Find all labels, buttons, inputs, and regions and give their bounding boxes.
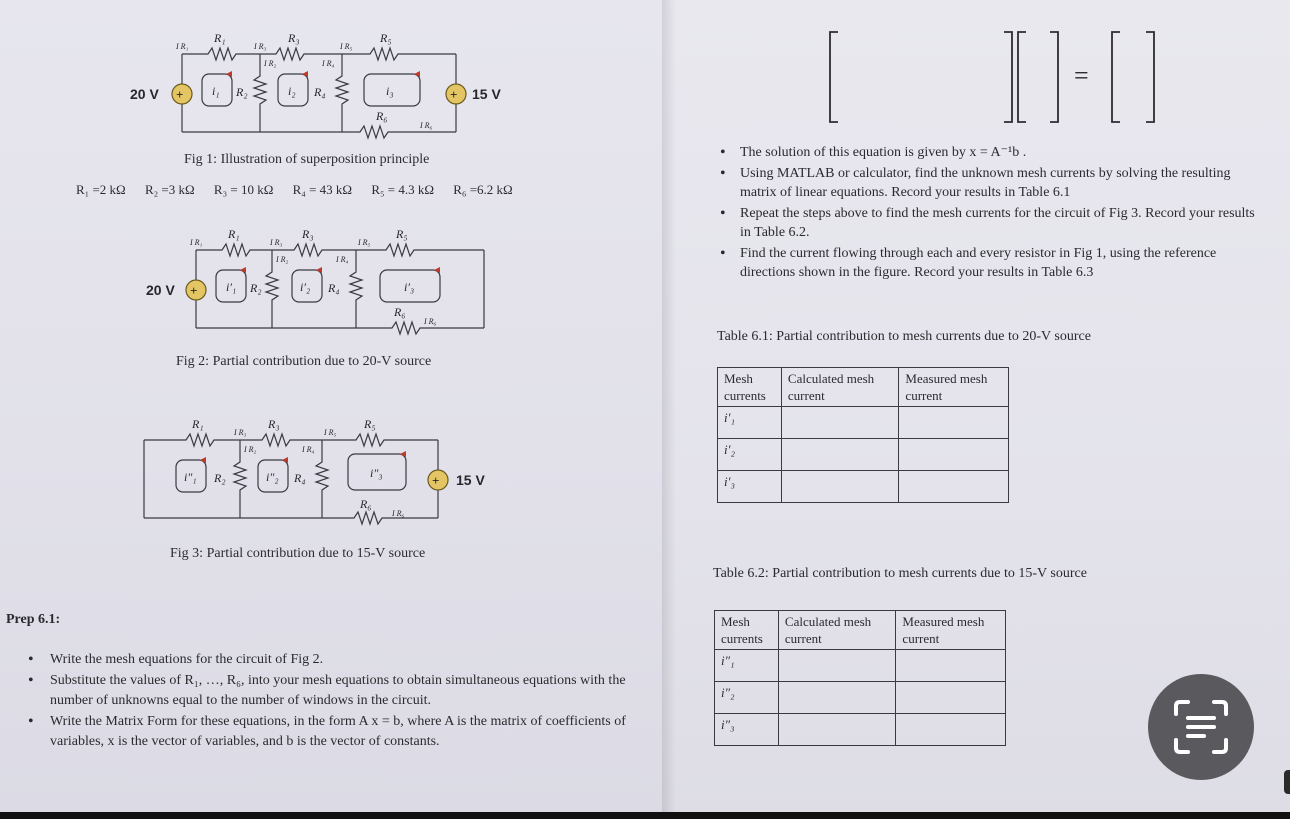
fig3-source-label: 15 V	[456, 472, 485, 488]
fig2-r6-label: R₆	[394, 305, 406, 319]
fig1-ir6-label: I R₆	[420, 121, 433, 130]
fig3-r5-label: R₅	[364, 417, 376, 431]
fig1-r3-label: R₃	[288, 31, 300, 45]
fig3-r1-label: R₁	[192, 417, 204, 431]
table2-row-2-measured	[896, 682, 1006, 714]
fig1-mesh-2-label: i₂	[288, 84, 296, 98]
fig1-mesh-1-label: i₁	[212, 84, 220, 98]
matrix-equals-sign: =	[1074, 61, 1089, 90]
svg-text:+: +	[190, 283, 198, 298]
fig2-ir3-label: I R₃	[270, 238, 283, 247]
fig2-r1-label: R₁	[228, 227, 240, 241]
prep-item-1: • Write the mesh equations for the circuit of Fig 2.	[26, 650, 632, 670]
fig3-r2-label: R₂	[214, 471, 226, 485]
fig3-r6-label: R₆	[360, 497, 372, 511]
fig2-ir6-label: I R₆	[424, 317, 437, 326]
fig2-mesh-2-label: i′₂	[300, 280, 311, 294]
table2-row-3-label: i″₃	[715, 714, 779, 746]
step-item-3: • Repeat the steps above to find the mesh currents for the circuit of Fig 3. Record your results in Table 6.2.	[716, 204, 1266, 242]
fig2-ir2-label: I R₂	[276, 255, 289, 264]
table2-row-1-measured	[896, 650, 1006, 682]
fig1-ir4-label: I R₄	[322, 59, 335, 68]
fig3-caption: Fig 3: Partial contribution due to 15-V source	[170, 546, 426, 561]
fig2-source-label: 20 V	[146, 282, 175, 298]
matrix-equation-template	[820, 26, 1160, 130]
fig3-ir6-label: I R₆	[392, 509, 405, 518]
edge-handle[interactable]	[1284, 770, 1290, 794]
fig1-ir5-label: I R₅	[340, 42, 353, 51]
table2-caption: Table 6.2: Partial contribution to mesh currents due to 15-V source	[713, 566, 1087, 581]
svg-text:+: +	[432, 473, 440, 488]
r2-value: R₂ =3 kΩ	[144, 182, 195, 197]
fig3-r4-label: R₄	[294, 471, 306, 485]
r6-value: R₆ =6.2 kΩ	[453, 182, 513, 197]
r1-value: R₁ =2 kΩ	[76, 182, 126, 197]
step-item-1: • The solution of this equation is given by x = A⁻¹b .	[716, 143, 1266, 162]
text-scan-button[interactable]	[1148, 674, 1254, 780]
table2-header-mesh: Mesh currents	[715, 611, 779, 650]
table2-row-3-measured	[896, 714, 1006, 746]
svg-text:+: +	[176, 87, 184, 102]
fig2-caption: Fig 2: Partial contribution due to 20-V source	[176, 354, 432, 369]
fig1-r1-label: R₁	[214, 31, 226, 45]
table2-row-1-label: i″₁	[715, 650, 779, 682]
table1-row-3-measured	[899, 471, 1009, 503]
fig2-ir4-label: I R₄	[336, 255, 349, 264]
fig1-ir1-label: I R₁	[176, 42, 189, 51]
fig3-ir3-label: I R₃	[234, 428, 247, 437]
fig1-caption: Fig 1: Illustration of superposition principle	[184, 152, 430, 167]
fig3-ir4-label: I R₄	[302, 445, 315, 454]
r5-value: R₅ = 4.3 kΩ	[371, 182, 435, 197]
fig3-mesh-2-label: i″₂	[266, 470, 279, 484]
fig3-ir5-label: I R₅	[324, 428, 337, 437]
table1-row-1-label: i′₁	[718, 407, 782, 439]
table1-header-mesh: Mesh currents	[718, 368, 782, 407]
fig3-ir2-label: I R₂	[244, 445, 257, 454]
fig1-r6-label: R₆	[376, 109, 388, 123]
text-scan-icon	[1170, 696, 1232, 758]
prep-item-2: • Substitute the values of R₁, …, R₆, into your mesh equations to obtain simultaneous equations with the number of unknowns equal to the number of windows in the circuit.	[26, 671, 632, 711]
table-6-2	[714, 610, 1006, 746]
table2-header-measured: Measured mesh current	[896, 611, 1006, 650]
table1-header-measured: Measured mesh current	[899, 368, 1009, 407]
bottom-bar	[0, 812, 1290, 819]
fig1-source-left-label: 20 V	[130, 86, 159, 102]
table1-row-3-label: i′₃	[718, 471, 782, 503]
fig2-ir1-label: I R₁	[190, 238, 203, 247]
table1-row-2-calculated	[781, 439, 899, 471]
table1-caption: Table 6.1: Partial contribution to mesh currents due to 20-V source	[717, 329, 1091, 344]
fig2-r5-label: R₅	[396, 227, 408, 241]
resistor-values	[76, 182, 529, 198]
prep-title: Prep 6.1:	[6, 612, 61, 627]
fig2-r4-label: R₄	[328, 281, 340, 295]
step-item-4: • Find the current flowing through each and every resistor in Fig 1, using the reference directions shown in the figure. Record your results in Table 6.3	[716, 244, 1266, 282]
table2-row-3-calculated	[778, 714, 896, 746]
fig2-r2-label: R₂	[250, 281, 262, 295]
fig3-mesh-1-label: i″₁	[184, 470, 197, 484]
table-6-1	[717, 367, 1009, 503]
fig2-ir5-label: I R₅	[358, 238, 371, 247]
fig3-r3-label: R₃	[268, 417, 280, 431]
fig3-mesh-3-label: i″₃	[370, 466, 383, 480]
prep-list	[26, 650, 632, 753]
steps-list	[716, 143, 1266, 284]
table2-row-2-label: i″₂	[715, 682, 779, 714]
fig2-mesh-1-label: i′₁	[226, 280, 237, 294]
fig1-r2-label: R₂	[236, 85, 248, 99]
fig2-r3-label: R₃	[302, 227, 314, 241]
fig2-mesh-3-label: i′₃	[404, 280, 415, 294]
table2-row-2-calculated	[778, 682, 896, 714]
table1-header-calculated: Calculated mesh current	[781, 368, 899, 407]
figure-3-circuit	[126, 412, 506, 532]
fig1-r4-label: R₄	[314, 85, 326, 99]
fig1-ir3-label: I R₃	[254, 42, 267, 51]
table1-row-2-measured	[899, 439, 1009, 471]
fig1-mesh-3-label: i₃	[386, 84, 394, 98]
table1-row-2-label: i′₂	[718, 439, 782, 471]
r4-value: R₄ = 43 kΩ	[292, 182, 353, 197]
fig1-r5-label: R₅	[380, 31, 392, 45]
svg-text:+: +	[450, 87, 458, 102]
figure-2-circuit	[136, 222, 496, 342]
table1-row-1-measured	[899, 407, 1009, 439]
fig1-ir2-label: I R₂	[264, 59, 277, 68]
table2-row-1-calculated	[778, 650, 896, 682]
fig1-source-right-label: 15 V	[472, 86, 501, 102]
figure-1-circuit	[120, 26, 520, 146]
r3-value: R₃ = 10 kΩ	[213, 182, 274, 197]
table1-row-1-calculated	[781, 407, 899, 439]
table1-row-3-calculated	[781, 471, 899, 503]
prep-item-3: • Write the Matrix Form for these equations, in the form A x = b, where A is the matrix of coefficients of variables, x is the vector of variables, and b is the vector of constants.	[26, 712, 632, 752]
table2-header-calculated: Calculated mesh current	[778, 611, 896, 650]
step-item-2: • Using MATLAB or calculator, find the unknown mesh currents by solving the resulting matrix of linear equations. Record your results in Table 6.1	[716, 164, 1266, 202]
